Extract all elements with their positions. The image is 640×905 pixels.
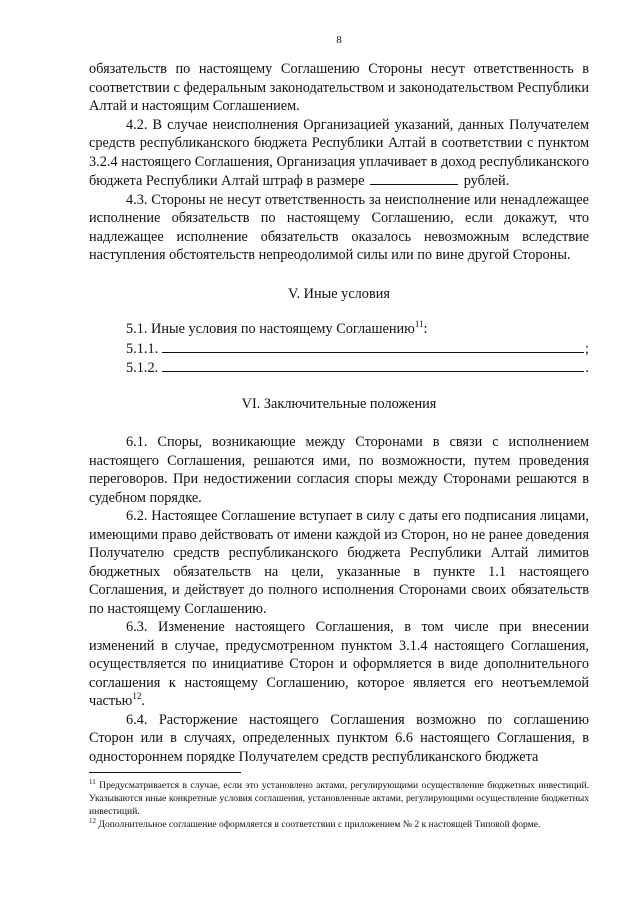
paragraph-6-3 bbox=[89, 618, 589, 711]
fine-amount-blank bbox=[370, 171, 458, 185]
paragraph-6-1: 6.1. Споры, возникающие между Сторонами в связи с исполнением настоящего Соглашения, решаются ими, по возможности, путем проведения переговоров. При недостижении согласия споры между Сторонами решаются в судебном порядке. bbox=[89, 434, 589, 506]
paragraph-4-1-continuation: обязательств по настоящему Соглашению Стороны несут ответственность в соответствии с федеральным законодательством и законодательством Республики Алтай и настоящим Соглашением. bbox=[89, 61, 589, 114]
footnote-12 bbox=[89, 818, 589, 831]
paragraph-6-2: 6.2. Настоящее Соглашение вступает в силу с даты его подписания лицами, имеющими право действовать от имени каждой из Сторон, но не ранее доведения Получателю средств республиканского бюджета Республики Алтай лимитов бюджетных обязательств на цели, указанные в пункте 1.1 настоящего Соглашения, и действует до полного исполнения Сторонами своих обязательств по настоящему Соглашению. bbox=[89, 508, 589, 617]
paragraph-4-2 bbox=[89, 116, 589, 191]
item-5-1-1-label: 5.1.1. bbox=[126, 340, 159, 357]
paragraph-5-1 bbox=[89, 320, 589, 339]
section-6-title: VI. Заключительные положения bbox=[241, 395, 437, 412]
item-5-1-1-blank-line bbox=[162, 339, 584, 353]
footnote-11 bbox=[89, 779, 589, 818]
item-5-1-2 bbox=[89, 358, 589, 378]
item-5-1-2-blank-line bbox=[162, 358, 584, 372]
footnote-separator bbox=[89, 772, 241, 773]
paragraph-4-3: 4.3. Стороны не несут ответственность за неисполнение или ненадлежащее исполнение обязательств по настоящему Соглашению, если докажут, что надлежащее исполнение обязательств оказалось невозможным вследствие наступления обстоятельств непреодолимой силы или по вине другой Стороны. bbox=[89, 191, 589, 263]
paragraph-6-3-text: 6.3. Изменение настоящего Соглашения, в том числе при внесении изменений в случае, предусмотренном пунктом 3.1.4 настоящего Соглашения, осуществляется по инициативе Сторон и оформляется в виде дополнительного соглашения к настоящему Соглашению, которое является его неотъемлемой частью bbox=[89, 619, 589, 709]
footnote-ref-11: 11 bbox=[414, 319, 424, 329]
footnotes bbox=[89, 772, 589, 831]
paragraph-4-2-text: 4.2. В случае неисполнения Организацией указаний, данных Получателем средств республиканского бюджета Республики Алтай в соответствии с пунктом 3.2.4 настоящего Соглашения, Организация уплачивает в доход республиканского бюджета Республики Алтай штраф в размере bbox=[89, 116, 589, 189]
footnote-12-text: Дополнительное соглашение оформляется в соответствии с приложением № 2 к настоящей Типовой форме. bbox=[96, 819, 541, 830]
paragraph-5-1-text: 5.1. Иные условия по настоящему Соглашению bbox=[126, 321, 415, 337]
paragraph-6-3-end: . bbox=[141, 693, 145, 709]
item-5-1-1 bbox=[89, 339, 589, 359]
item-5-1-2-label: 5.1.2. bbox=[126, 360, 159, 376]
footnote-ref-12: 12 bbox=[132, 691, 142, 701]
section-5-title: V. Иные условия bbox=[288, 285, 390, 302]
paragraph-4-2-end: рублей. bbox=[463, 173, 510, 189]
item-5-1-2-end: . bbox=[585, 360, 589, 376]
footnote-12-marker: 12 bbox=[89, 817, 96, 825]
page-number: 8 bbox=[336, 34, 342, 46]
document-page bbox=[89, 34, 589, 766]
footnote-11-text: Предусматривается в случае, если это установлено актами, регулирующими осуществление бюджетных инвестиций. Указываются иные конкретные условия соглашения, установленные актами, регулирующими осуществление бюджетных инвестиций. bbox=[89, 780, 589, 817]
paragraph-6-4: 6.4. Расторжение настоящего Соглашения возможно по соглашению Сторон или в случаях, определенных пунктом 6.6 настоящего Соглашения, в одностороннем порядке Получателем средств республиканского бюджета bbox=[89, 711, 589, 765]
paragraph-5-1-colon: : bbox=[423, 321, 428, 337]
footnote-11-marker: 11 bbox=[89, 778, 96, 786]
item-5-1-1-end: ; bbox=[585, 340, 589, 357]
